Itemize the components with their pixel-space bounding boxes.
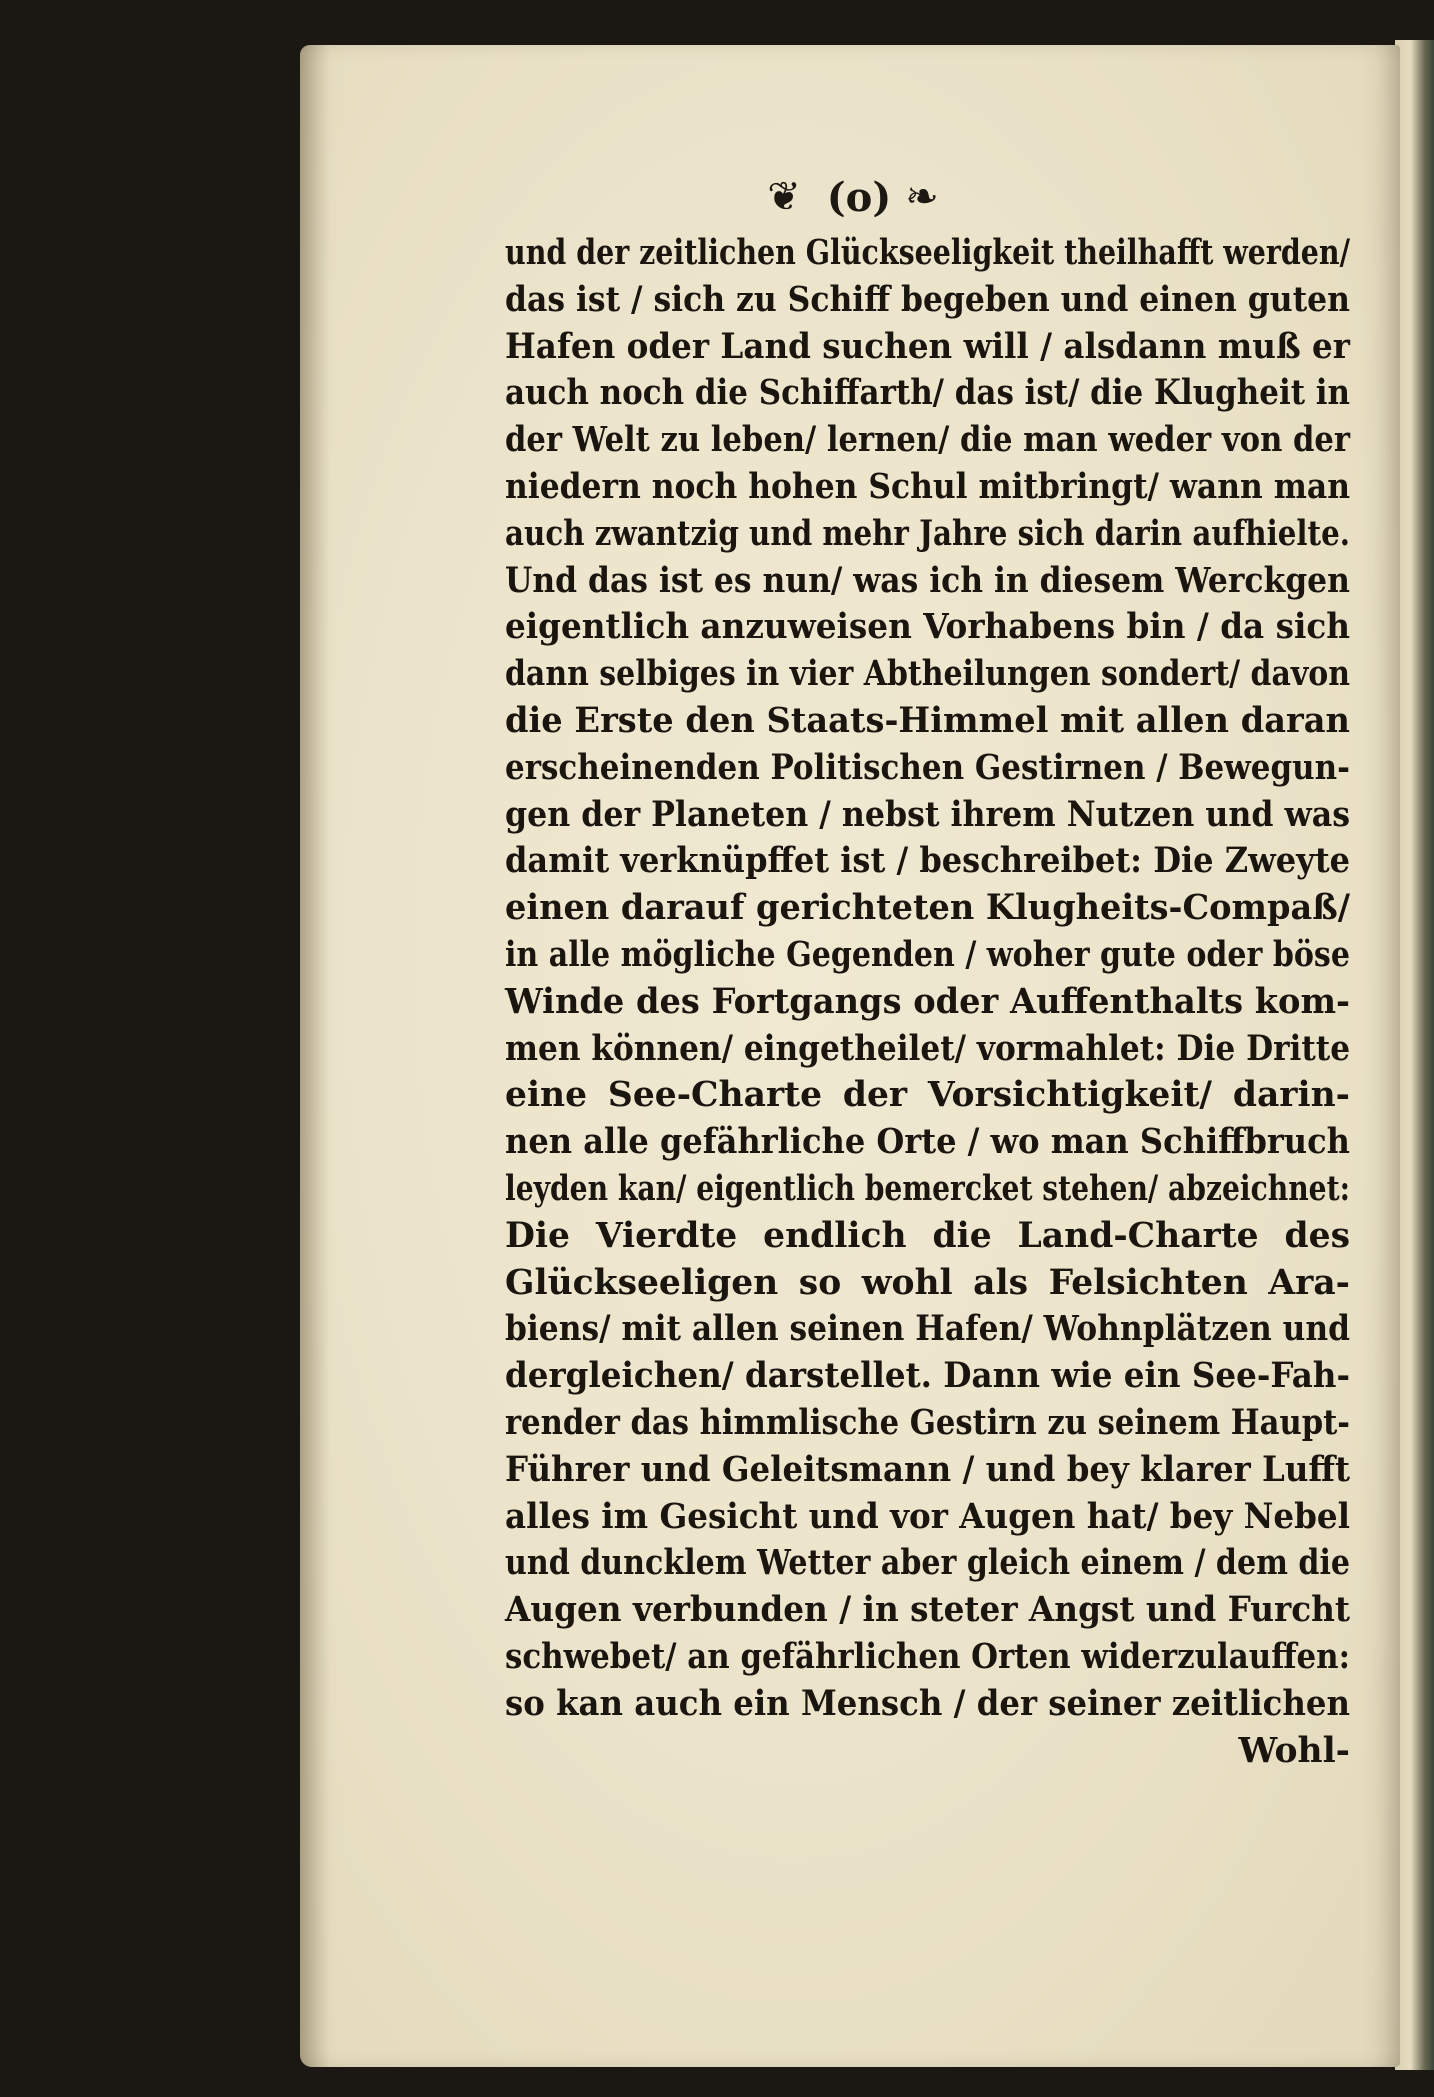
text-line: alles im Gesicht und vor Augen hat/ bey Nebel: [505, 1496, 1350, 1537]
text-line: Und das ist es nun/ was ich in diesem Werckgen: [505, 560, 1350, 601]
text-line: erscheinenden Politischen Gestirnen / Bewegun-: [505, 747, 1350, 788]
text-line: Die Vierdte endlich die Land-Charte des: [505, 1215, 1350, 1256]
text-line: einen darauf gerichteten Klugheits-Compaß/: [505, 888, 1351, 929]
page-header: [300, 167, 1400, 227]
text-line: niedern noch hohen Schul mitbringt/ wann man: [505, 466, 1350, 507]
text-line: Hafen oder Land suchen will / alsdann muß er: [505, 326, 1350, 367]
text-line: das ist / sich zu Schiff begeben und einen guten: [505, 279, 1350, 320]
text-line: Winde des Fortgangs oder Auffenthalts kom-: [505, 981, 1350, 1022]
text-line: auch noch die Schiffarth/ das ist/ die Klugheit in: [505, 373, 1351, 414]
body-text: [505, 230, 1350, 1774]
text-line: Glückseeligen so wohl als Felsichten Ara-: [505, 1262, 1350, 1303]
text-line: eigentlich anzuweisen Vorhabens bin / da sich: [505, 607, 1350, 648]
text-line: Führer und Geleitsmann / und bey klarer Lufft: [505, 1449, 1351, 1490]
text-line: dann selbiges in vier Abtheilungen sondert/ davon: [505, 654, 1350, 695]
ornament-left-icon: ❦: [767, 174, 795, 220]
text-line: biens/ mit allen seinen Hafen/ Wohnplätzen und: [505, 1309, 1351, 1350]
book-page: [300, 45, 1400, 2067]
page-number: (o): [826, 173, 892, 221]
text-line: dergleichen/ darstellet. Dann wie ein See-Fah-: [505, 1356, 1350, 1397]
catchword: Wohl-: [1238, 1730, 1350, 1771]
text-line: und duncklem Wetter aber gleich einem / dem die: [505, 1543, 1351, 1584]
text-line: leyden kan/ eigentlich bemercket stehen/ abzeichnet:: [505, 1168, 1350, 1209]
ornament-right-icon: ❧: [905, 174, 933, 220]
text-line: die Erste den Staats-Himmel mit allen daran: [505, 700, 1351, 741]
gutter-shadow: [300, 45, 330, 2067]
text-line: in alle mögliche Gegenden / woher gute oder böse: [505, 934, 1350, 975]
text-line: schwebet/ an gefährlichen Orten widerzulauffen:: [505, 1636, 1351, 1677]
text-line: render das himmlische Gestirn zu seinem Haupt-: [505, 1402, 1351, 1443]
text-line: der Welt zu leben/ lernen/ die man weder von der: [505, 420, 1351, 461]
text-line: damit verknüpffet ist / beschreibet: Die Zweyte: [505, 841, 1351, 882]
text-line: nen alle gefährliche Orte / wo man Schiffbruch: [505, 1122, 1350, 1163]
text-line: Augen verbunden / in steter Angst und Furcht: [505, 1590, 1351, 1631]
text-line: men können/ eingetheilet/ vormahlet: Die Dritte: [505, 1028, 1351, 1069]
text-line: auch zwantzig und mehr Jahre sich darin aufhielte.: [505, 513, 1350, 554]
text-line: und der zeitlichen Glückseeligkeit theilhafft werden/: [505, 233, 1350, 273]
next-page-edge: [1395, 40, 1434, 2070]
text-line: gen der Planeten / nebst ihrem Nutzen und was: [505, 794, 1350, 835]
text-line: eine See-Charte der Vorsichtigkeit/ darin-: [505, 1075, 1350, 1116]
text-line: so kan auch ein Mensch / der seiner zeitlichen: [505, 1683, 1350, 1724]
